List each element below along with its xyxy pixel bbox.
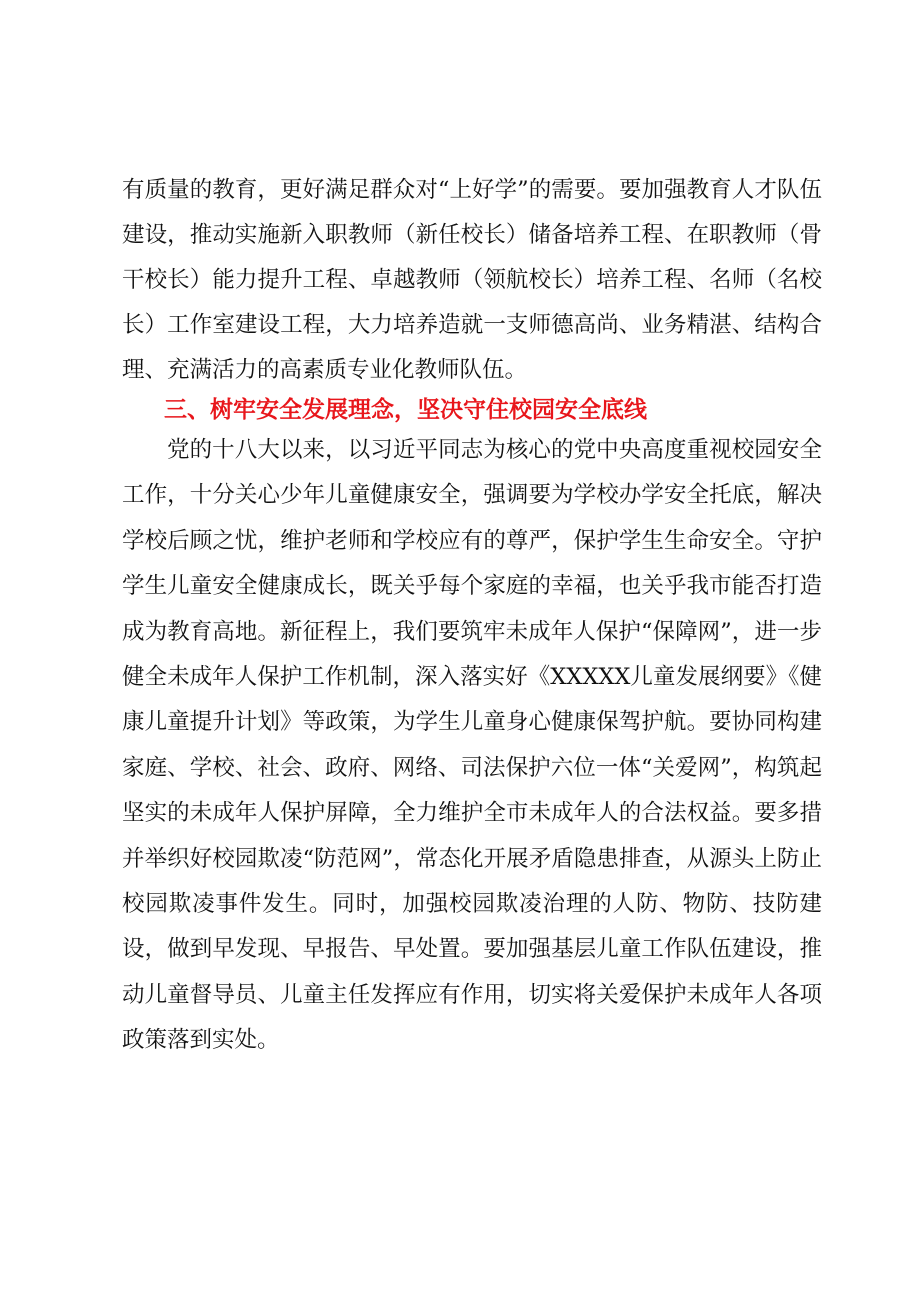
paragraph-campus-safety: 党的十八大以来，以习近平同志为核心的党中央高度重视校园安全工作，十分关心少年儿童健康安全，强调要为学校办学安全托底，解决学校后顾之忧，维护老师和学校应有的尊严，保护学生生命安全。守护学生儿童安全健康成长，既关乎每个家庭的幸福，也关乎我市能否打造成为教育高地。新征程上，我们要筑牢未成年人保护“保障网”，进一步健全未成年人保护工作机制，深入落实好《XXXXX儿童发展纲要》《健康儿童提升计划》等政策，为学生儿童身心健康保驾护航。要协同构建家庭、学校、社会、政府、网络、司法保护六位一体“关爱网”，构筑起坚实的未成年人保护屏障，全力维护全市未成年人的合法权益。要多措并举织好校园欺凌“防范网”，常态化开展矛盾隐患排查，从源头上防止校园欺凌事件发生。同时，加强校园欺凌治理的人防、物防、技防建设，做到早发现、早报告、早处置。要加强基层儿童工作队伍建设，推动儿童督导员、儿童主任发挥应有作用，切实将关爱保护未成年人各项政策落到实处。	[122, 437, 822, 1054]
section-heading-campus-safety: 三、树牢安全发展理念，坚决守住校园安全底线	[164, 397, 647, 423]
paragraph-teacher-team: 有质量的教育，更好满足群众对“上好学”的需要。要加强教育人才队伍建设，推动实施新入职教师（新任校长）储备培养工程、在职教师（骨干校长）能力提升工程、卓越教师（领航校长）培养工程、名师（名校长）工作室建设工程，大力培养造就一支师德高尚、业务精湛、结构合理、充满活力的高素质专业化教师队伍。	[122, 177, 822, 383]
